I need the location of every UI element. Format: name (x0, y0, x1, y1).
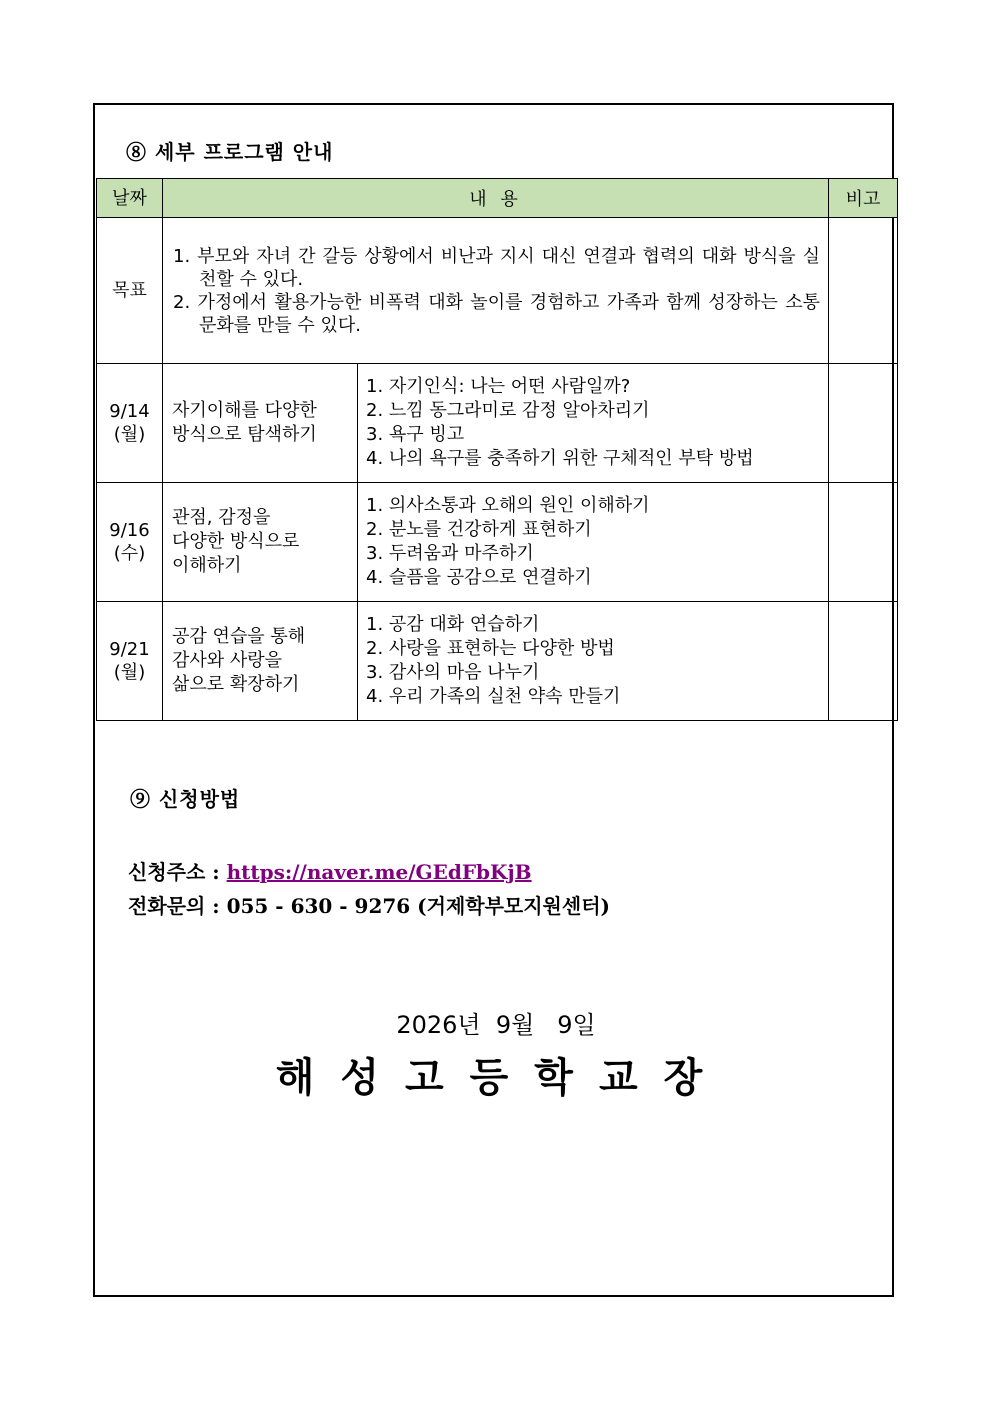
session-topic (163, 602, 358, 721)
session-item: 2. 느낌 동그라미로 감정 알아차리기 (366, 400, 650, 421)
session-row (97, 483, 898, 602)
document-date: 2026년 9월 9일 (396, 1011, 596, 1039)
session-note (829, 483, 898, 602)
apply-address-line (128, 856, 532, 885)
session-item: 3. 욕구 빙고 (366, 424, 465, 445)
header-date: 날짜 (97, 179, 163, 218)
program-table (96, 178, 898, 721)
apply-phone-number: 055 - 630 - 9276 (거제학부모지원센터) (226, 894, 610, 918)
session-date-value: 9/16 (109, 520, 150, 541)
session-day-value: (월) (113, 662, 146, 683)
session-note (829, 364, 898, 483)
topic-line: 방식으로 탐색하기 (172, 424, 317, 445)
session-day-value: (월) (113, 424, 146, 445)
topic-line: 삶으로 확장하기 (172, 674, 300, 695)
session-row (97, 364, 898, 483)
session-item: 3. 감사의 마음 나누기 (366, 662, 540, 683)
topic-line: 공감 연습을 통해 (172, 626, 306, 647)
session-item: 4. 슬픔을 공감으로 연결하기 (366, 567, 592, 588)
session-date-value: 9/14 (109, 401, 150, 422)
session-items (358, 364, 829, 483)
session-item: 2. 분노를 건강하게 표현하기 (366, 519, 592, 540)
session-item: 1. 자기인식: 나는 어떤 사람일까? (366, 376, 631, 397)
goal-item: 1. 부모와 자녀 간 갈등 상황에서 비난과 지시 대신 연결과 협력의 대화 방식을 실천할 수 있다. (173, 245, 820, 290)
session-day-value: (수) (113, 543, 146, 564)
goal-content (163, 218, 829, 364)
session-item: 1. 의사소통과 오해의 원인 이해하기 (366, 495, 650, 516)
session-date-value: 9/21 (109, 639, 150, 660)
session-item: 4. 우리 가족의 실천 약속 만들기 (366, 686, 621, 707)
session-item: 4. 나의 욕구를 충족하기 위한 구체적인 부탁 방법 (366, 448, 754, 469)
session-date (97, 364, 163, 483)
header-note: 비고 (829, 179, 898, 218)
goal-label: 목표 (97, 218, 163, 364)
topic-line: 다양한 방식으로 (172, 531, 300, 552)
apply-phone-label: 전화문의 : (128, 894, 227, 918)
topic-line: 감사와 사랑을 (172, 650, 283, 671)
session-date (97, 483, 163, 602)
goal-note (829, 218, 898, 364)
session-note (829, 602, 898, 721)
goal-row (97, 218, 898, 364)
session-topic (163, 483, 358, 602)
table-header-row (97, 179, 898, 218)
session-item: 3. 두려움과 마주하기 (366, 543, 534, 564)
apply-phone-line (128, 890, 610, 919)
apply-address-label: 신청주소 : (128, 860, 227, 884)
session-items (358, 483, 829, 602)
topic-line: 자기이해를 다양한 (172, 400, 317, 421)
session-topic (163, 364, 358, 483)
session-date (97, 602, 163, 721)
apply-address-link[interactable]: https://naver.me/GEdFbKjB (226, 860, 532, 884)
section-title-program: ⑧ 세부 프로그램 안내 (126, 140, 334, 164)
topic-line: 이해하기 (172, 555, 242, 576)
session-items (358, 602, 829, 721)
section-title-apply: ⑨ 신청방법 (130, 787, 241, 811)
session-item: 2. 사랑을 표현하는 다양한 방법 (366, 638, 615, 659)
goal-item: 2. 가정에서 활용가능한 비폭력 대화 놀이를 경험하고 가족과 함께 성장하는 소통 문화를 만들 수 있다. (173, 291, 820, 336)
topic-line: 관점, 감정을 (172, 507, 271, 528)
header-content: 내 용 (163, 179, 829, 218)
session-row (97, 602, 898, 721)
school-name: 해성고등학교장 (275, 1055, 729, 1101)
session-item: 1. 공감 대화 연습하기 (366, 614, 540, 635)
